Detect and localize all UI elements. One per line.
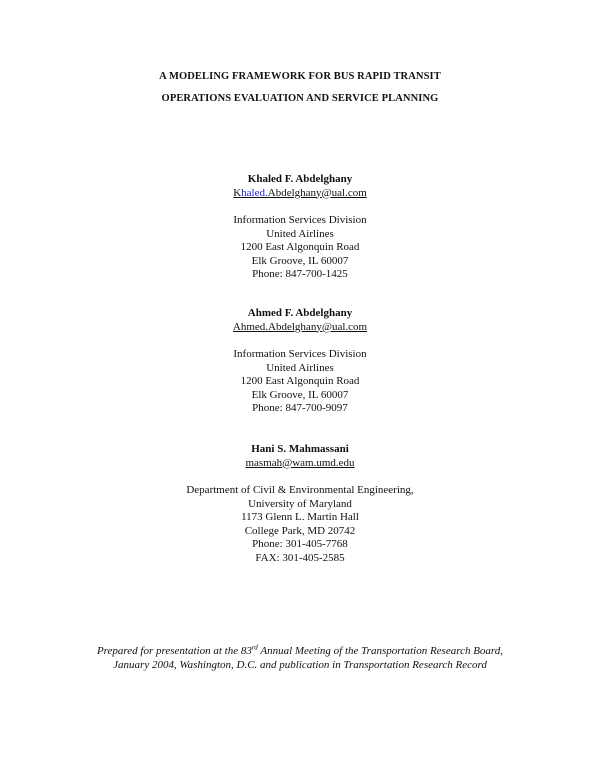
affiliation-line: Elk Groove, IL 60007	[251, 388, 349, 401]
affiliation-line: Elk Groove, IL 60007	[251, 254, 349, 267]
affiliation-line: 1200 East Algonquin Road	[240, 375, 360, 387]
author-block-3	[0, 443, 600, 565]
affiliation-line: University of Maryland	[248, 497, 352, 510]
affiliation-line: Information Services Division	[233, 348, 367, 360]
note-text: Annual Meeting of the Transportation Research Board,	[257, 645, 504, 657]
note-superscript: rd	[251, 643, 258, 652]
author-name: Hani S. Mahmassani	[251, 443, 349, 455]
affiliation-line: FAX: 301-405-2585	[255, 551, 345, 564]
affiliation-line: Phone: 847-700-9097	[252, 402, 348, 414]
email-prefix: K	[233, 186, 242, 199]
affiliation-line: 1173 Glenn L. Martin Hall	[241, 511, 359, 523]
presentation-note	[0, 644, 600, 672]
affiliation-line: Phone: 847-700-1425	[252, 268, 348, 280]
affiliation-line: Phone: 301-405-7768	[252, 538, 348, 550]
affiliation-line: Department of Civil & Environmental Engineering,	[186, 484, 414, 496]
author-email-line	[0, 321, 600, 335]
author-name: Ahmed F. Abdelghany	[247, 307, 353, 319]
affiliation-line: College Park, MD 20742	[244, 524, 356, 537]
affiliation-line: United Airlines	[266, 227, 334, 240]
affiliation-line: Information Services Division	[233, 214, 367, 226]
author-email-link[interactable]	[233, 187, 367, 199]
author-block-1	[0, 173, 600, 282]
email-rest: Abdelghany@ual.com	[267, 186, 367, 199]
author-email-line	[0, 187, 600, 201]
author-email-line	[0, 457, 600, 471]
presentation-note-line-2: January 2004, Washington, D.C. and publication in Transportation Research Record	[113, 659, 487, 671]
affiliation-line: United Airlines	[266, 361, 334, 374]
author-email-link[interactable]: Ahmed.Abdelghany@ual.com	[232, 320, 368, 333]
author-block-2	[0, 307, 600, 416]
note-text: Prepared for presentation at the 83	[96, 645, 252, 657]
author-name: Khaled F. Abdelghany	[247, 173, 353, 185]
title-line-2: OPERATIONS EVALUATION AND SERVICE PLANNING	[161, 93, 439, 104]
email-highlight: haled.	[241, 186, 268, 199]
affiliation-line: 1200 East Algonquin Road	[240, 241, 360, 253]
author-email-link[interactable]: masmah@wam.umd.edu	[245, 456, 355, 469]
title-line-1: A MODELING FRAMEWORK FOR BUS RAPID TRANSIT	[159, 71, 441, 82]
presentation-note-line-1	[0, 644, 600, 658]
